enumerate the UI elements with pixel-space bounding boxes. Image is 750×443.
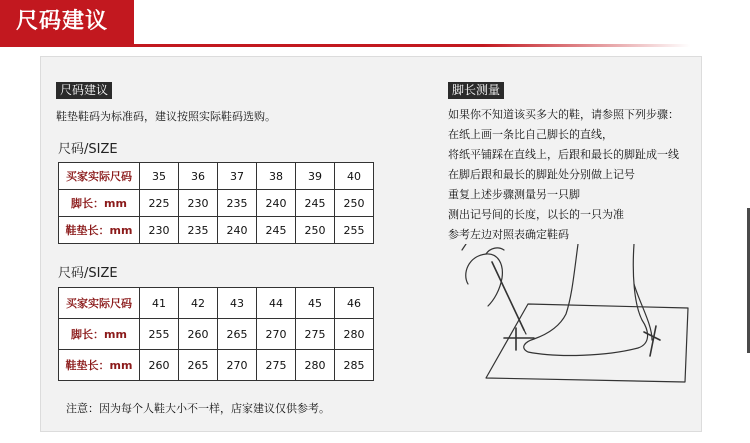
- instruction-line: 在脚后跟和最长的脚趾处分别做上记号: [448, 168, 635, 181]
- size-table-2-title: 尺码/SIZE: [58, 266, 118, 281]
- table-cell: 235: [179, 217, 218, 244]
- table-cell: 36: [179, 163, 218, 190]
- table-cell: 38: [257, 163, 296, 190]
- table-cell: 225: [140, 190, 179, 217]
- disclaimer-note: 注意：因为每个人鞋大小不一样，店家建议仅供参考。: [66, 402, 330, 415]
- table-row: [59, 190, 374, 217]
- table-row: [59, 288, 374, 319]
- table-cell: 250: [296, 217, 335, 244]
- table-cell: 44: [257, 288, 296, 319]
- banner-red-line: [0, 44, 690, 47]
- table-cell: 250: [335, 190, 374, 217]
- instruction-line: 参考左边对照表确定鞋码: [448, 228, 569, 241]
- foot-outline-shape: [524, 244, 648, 355]
- table-cell: 270: [257, 319, 296, 350]
- table-cell: 45: [296, 288, 335, 319]
- table-cell: 230: [140, 217, 179, 244]
- size-table-2: [58, 287, 374, 381]
- size-table-1-title: 尺码/SIZE: [58, 142, 118, 157]
- table-row: [59, 350, 374, 381]
- table-cell: 255: [335, 217, 374, 244]
- table-cell: 39: [296, 163, 335, 190]
- table-cell: 240: [257, 190, 296, 217]
- table-cell: 275: [296, 319, 335, 350]
- table-cell: 285: [335, 350, 374, 381]
- size-table-1: [58, 162, 374, 244]
- instruction-line: 如果你不知道该买多大的鞋，请参照下列步骤：: [448, 108, 679, 121]
- table-cell: 46: [335, 288, 374, 319]
- instruction-line: 测出记号间的长度，以长的一只为准: [448, 208, 624, 221]
- pencil-shape: [492, 262, 524, 330]
- table-cell: 235: [218, 190, 257, 217]
- table-cell: 41: [140, 288, 179, 319]
- table-cell: 260: [140, 350, 179, 381]
- size-intro-text: 鞋垫鞋码为标准码，建议按照实际鞋码选购。: [56, 110, 276, 123]
- foot-measure-illustration: [438, 244, 690, 386]
- table-cell: 40: [335, 163, 374, 190]
- table-row-head: 鞋垫长：mm: [59, 350, 140, 381]
- table-cell: 280: [335, 319, 374, 350]
- table-row: [59, 319, 374, 350]
- table-cell: 245: [296, 190, 335, 217]
- table-row-head: 买家实际尺码: [59, 163, 140, 190]
- table-cell: 37: [218, 163, 257, 190]
- table-cell: 265: [218, 319, 257, 350]
- header-banner: [0, 0, 750, 48]
- table-row-head: 脚长：mm: [59, 319, 140, 350]
- table-row: [59, 163, 374, 190]
- table-cell: 240: [218, 217, 257, 244]
- instruction-line: 重复上述步骤测量另一只脚: [448, 188, 580, 201]
- table-cell: 42: [179, 288, 218, 319]
- table-row: [59, 217, 374, 244]
- table-row-head: 鞋垫长：mm: [59, 217, 140, 244]
- hand-outline-shape: [466, 254, 503, 306]
- table-cell: 230: [179, 190, 218, 217]
- table-cell: 35: [140, 163, 179, 190]
- instruction-line: 在纸上画一条比自己脚长的直线，: [448, 128, 613, 141]
- table-cell: 43: [218, 288, 257, 319]
- page-title: 尺码建议: [16, 9, 109, 34]
- table-cell: 270: [218, 350, 257, 381]
- foot-measure-label: 脚长测量: [448, 82, 504, 99]
- table-row-head: 脚长：mm: [59, 190, 140, 217]
- table-row-head: 买家实际尺码: [59, 288, 140, 319]
- table-cell: 245: [257, 217, 296, 244]
- table-cell: 280: [296, 350, 335, 381]
- table-cell: 260: [179, 319, 218, 350]
- table-cell: 265: [179, 350, 218, 381]
- size-suggestion-label: 尺码建议: [56, 82, 112, 99]
- table-cell: 255: [140, 319, 179, 350]
- instruction-line: 将纸平铺踩在直线上，后跟和最长的脚趾成一线: [448, 148, 679, 161]
- table-cell: 275: [257, 350, 296, 381]
